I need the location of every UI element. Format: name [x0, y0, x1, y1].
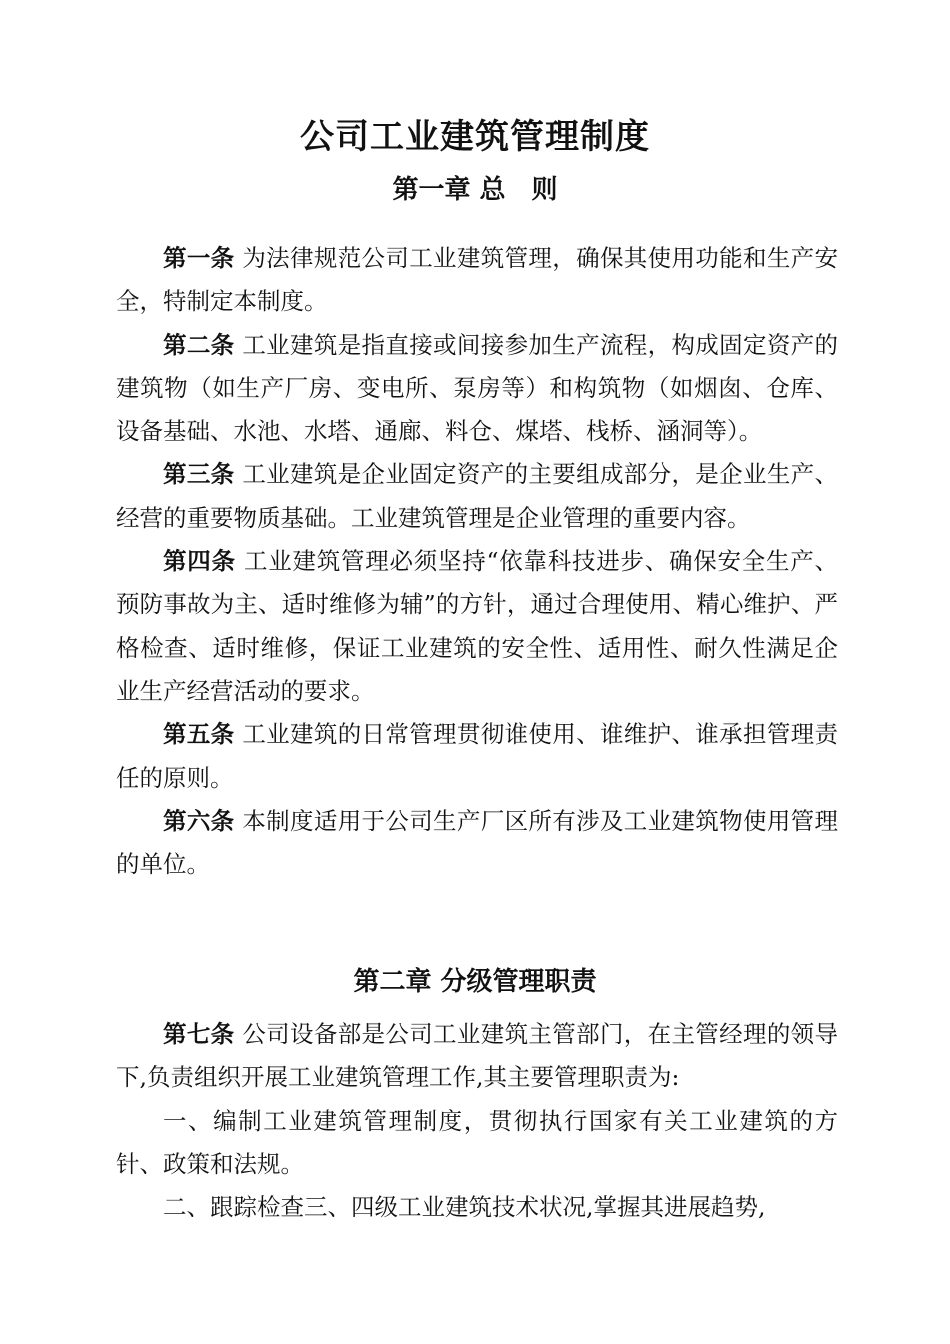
article-text: 工业建筑管理必须坚持“依靠科技进步、确保安全生产、预防事故为主、适时维修为辅”的方针，通过合理使用、精心维护、严格检查、适时维修，保证工业建筑的安全性、适用性、耐久性满足企业生产经营活动的要求。: [116, 547, 839, 705]
article-6: [116, 800, 838, 887]
article-text: 工业建筑是指直接或间接参加生产流程，构成固定资产的建筑物（如生产厂房、变电所、泵房等）和构筑物（如烟囱、仓库、设备基础、水池、水塔、通廊、料仓、煤塔、栈桥、涵洞等）。: [116, 330, 838, 446]
article-label: 第二条: [163, 330, 235, 359]
article-label: 第三条: [163, 460, 235, 489]
duty-item-2: 二、跟踪检查三、四级工业建筑技术状况,掌握其进展趋势,: [163, 1193, 766, 1222]
article-4: [116, 540, 838, 713]
article-5: [116, 713, 838, 800]
chapter-1-body: [116, 237, 838, 886]
document-title: 公司工业建筑管理制度: [300, 117, 650, 157]
article-7: [116, 1013, 838, 1100]
article-1: [116, 237, 838, 324]
chapter-2-title: 第二章 分级管理职责: [353, 967, 597, 997]
chapter-2-body: [116, 1013, 838, 1229]
article-label: 第六条: [163, 806, 235, 835]
article-2: [116, 324, 838, 454]
article-label: 第五条: [163, 720, 235, 749]
chapter-1-title: 第一章 总 则: [392, 175, 558, 205]
duty-item-1: 一、编制工业建筑管理制度，贯彻执行国家有关工业建筑的方针、政策和法规。: [116, 1106, 838, 1178]
article-label: 第四条: [163, 547, 236, 576]
article-3: [116, 453, 838, 540]
article-label: 第七条: [163, 1020, 235, 1048]
article-text: 工业建筑是企业固定资产的主要组成部分，是企业生产、经营的重要物质基础。工业建筑管理是企业管理的重要内容。: [116, 460, 838, 532]
article-text: 为法律规范公司工业建筑管理，确保其使用功能和生产安全，特制定本制度。: [116, 244, 838, 316]
article-text: 本制度适用于公司生产厂区所有涉及工业建筑物使用管理的单位。: [116, 806, 838, 879]
article-text: 工业建筑的日常管理贯彻谁使用、谁维护、谁承担管理责任的原则。: [116, 720, 838, 792]
article-text: 公司设备部是公司工业建筑主管部门，在主管经理的领导下,负责组织开展工业建筑管理工作,其主要管理职责为:: [116, 1020, 838, 1092]
article-label: 第一条: [163, 244, 235, 272]
